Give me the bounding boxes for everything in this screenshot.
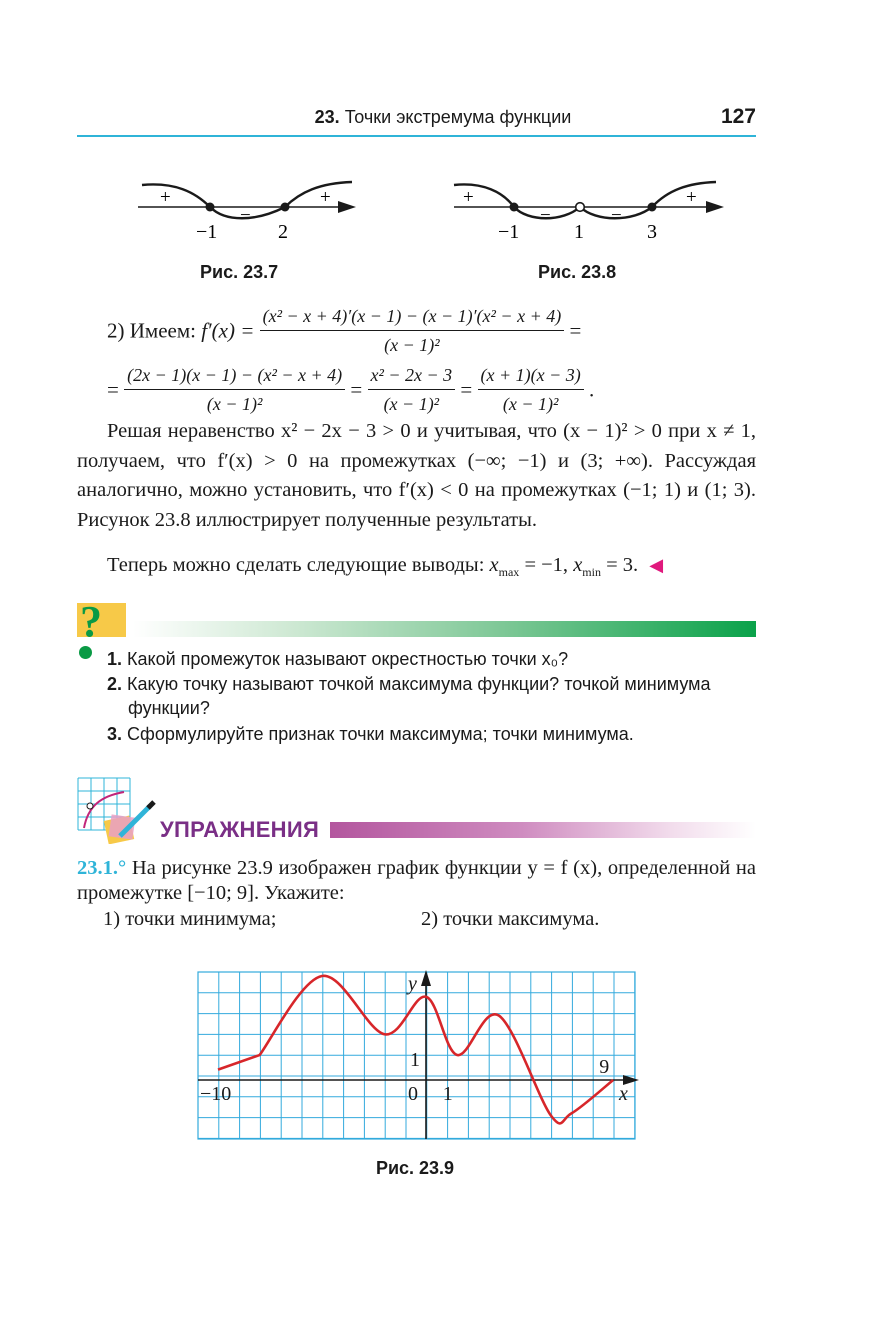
arrow-head bbox=[338, 201, 356, 213]
sign-label: + bbox=[320, 187, 331, 208]
tick-label: −10 bbox=[200, 1083, 232, 1105]
equals: = bbox=[569, 318, 582, 343]
xmin-value: = 3. bbox=[606, 554, 639, 576]
numerator: (x² − x + 4)′(x − 1) − (x − 1)′(x² − x + 4) bbox=[260, 303, 565, 331]
question-number: 1. bbox=[107, 649, 123, 669]
critical-point bbox=[281, 203, 290, 212]
end-of-solution-marker: ◀ bbox=[649, 555, 664, 575]
origin-label: 0 bbox=[408, 1083, 418, 1105]
exercise-number: 23.1.° bbox=[77, 857, 127, 879]
numerator: (2x − 1)(x − 1) − (x² − x + 4) bbox=[124, 362, 345, 390]
point-label: 3 bbox=[647, 221, 657, 243]
sign-label: + bbox=[686, 187, 697, 208]
derivative-symbol: f′(x) = bbox=[201, 318, 255, 343]
function-graph-23-9 bbox=[190, 964, 650, 1149]
figure-caption: Рис. 23.8 bbox=[538, 262, 617, 282]
fraction bbox=[260, 303, 565, 358]
exercise-subitem: 2) точки максимума. bbox=[421, 908, 600, 930]
sign-label: + bbox=[463, 187, 474, 208]
question-item bbox=[107, 722, 757, 746]
conclusion-lead: Теперь можно сделать следующие выводы: bbox=[107, 554, 485, 576]
section-title: Точки экстремума функции bbox=[344, 107, 572, 127]
equals: = bbox=[350, 377, 363, 402]
question-item bbox=[107, 672, 757, 720]
x-axis-label: x bbox=[619, 1083, 628, 1105]
point-label: 2 bbox=[278, 221, 288, 243]
fraction bbox=[368, 362, 456, 417]
critical-point bbox=[648, 203, 657, 212]
xmax-subscript: max bbox=[498, 565, 520, 580]
sign-curve bbox=[454, 182, 716, 218]
exercise-subitem: 1) точки минимума; bbox=[103, 908, 277, 930]
question-number: 2. bbox=[107, 674, 123, 694]
fraction bbox=[124, 362, 345, 417]
solution-paragraph: Решая неравенство x² − 2x − 3 > 0 и учитывая, что (x − 1)² > 0 при x ≠ 1, получаем, что f′(x) > 0 на промежутках (−∞; −1) и (3; +∞). Рассуждая аналогично, можно установить, что f′(x) < 0 на промежутках (−1; 1) и (1; 3). Рисунок 23.8 иллюстрирует полученные результаты. bbox=[77, 420, 756, 531]
critical-point bbox=[206, 203, 215, 212]
fraction bbox=[478, 362, 584, 417]
question-text: Какую точку называют точкой максимума функции? точкой минимума функции? bbox=[127, 674, 711, 718]
xmax-symbol: x bbox=[489, 554, 499, 576]
sign-label: + bbox=[160, 187, 171, 208]
excluded-point bbox=[576, 203, 585, 212]
sign-label: − bbox=[540, 205, 551, 226]
question-number: 3. bbox=[107, 724, 123, 744]
period: . bbox=[589, 377, 595, 402]
exercises-bar bbox=[330, 822, 756, 838]
conclusion-line bbox=[77, 551, 756, 588]
equals: = bbox=[107, 377, 119, 402]
sign-diagram-23-7 bbox=[130, 170, 370, 250]
questions-bar bbox=[133, 621, 756, 637]
exercises-icon bbox=[76, 776, 158, 844]
y-axis-label: y bbox=[408, 973, 417, 995]
step-label: 2) Имеем: bbox=[107, 318, 196, 343]
bullet-dot-icon bbox=[79, 646, 92, 659]
arrow-head bbox=[706, 201, 724, 213]
question-text: Какой промежуток называют окрестностью точки x₀? bbox=[127, 649, 569, 669]
exercises-title: УПРАЖНЕНИЯ bbox=[160, 817, 320, 842]
denominator: (x − 1)² bbox=[383, 394, 440, 414]
exercise-23-1 bbox=[77, 856, 756, 906]
xmin-symbol: x bbox=[573, 554, 583, 576]
equals: = bbox=[460, 377, 473, 402]
point-label: −1 bbox=[498, 221, 520, 243]
section-number: 23. bbox=[314, 107, 340, 127]
denominator: (x − 1)² bbox=[206, 394, 263, 414]
sign-label: − bbox=[240, 205, 251, 226]
sign-diagram-23-8 bbox=[448, 170, 738, 250]
figure-caption: Рис. 23.7 bbox=[200, 262, 279, 282]
critical-point bbox=[510, 203, 519, 212]
header-rule bbox=[77, 135, 756, 137]
question-mark-icon: ? bbox=[80, 597, 102, 646]
sign-label: − bbox=[611, 205, 622, 226]
tick-label: 1 bbox=[442, 1083, 453, 1105]
question-item bbox=[107, 647, 757, 671]
point-label: −1 bbox=[196, 221, 218, 243]
question-text: Сформулируйте признак точки максимума; точки минимума. bbox=[127, 724, 634, 744]
denominator: (x − 1)² bbox=[502, 394, 559, 414]
formula-line-1 bbox=[107, 303, 581, 358]
tick-label: 9 bbox=[599, 1056, 610, 1078]
numerator: x² − 2x − 3 bbox=[368, 362, 456, 390]
denominator: (x − 1)² bbox=[384, 335, 440, 355]
point-label: 1 bbox=[574, 221, 584, 243]
figure-caption: Рис. 23.9 bbox=[375, 1158, 455, 1178]
xmax-value: = −1, bbox=[524, 554, 569, 576]
tick-label: 1 bbox=[410, 1049, 420, 1072]
xmin-subscript: min bbox=[582, 565, 601, 580]
formula-line-2 bbox=[107, 362, 594, 417]
exercise-text: На рисунке 23.9 изображен график функции y = f (x), определенной на промежутке [−10; 9]. Укажите: bbox=[77, 857, 756, 904]
page-number: 127 bbox=[720, 105, 756, 128]
numerator: (x + 1)(x − 3) bbox=[478, 362, 584, 390]
